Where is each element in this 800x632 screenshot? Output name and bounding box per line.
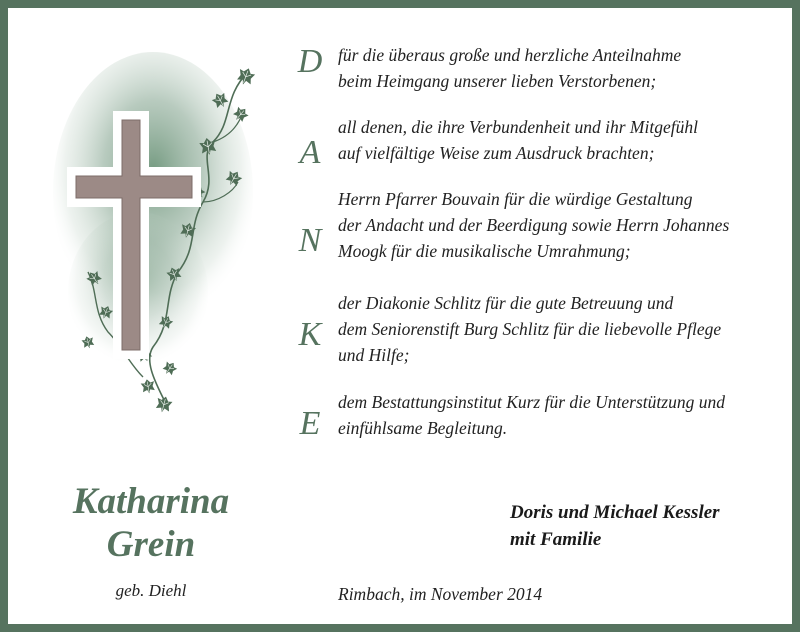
thanks-paragraph-4 [338, 290, 788, 368]
paragraph-line: der Diakonie Schlitz für die gute Betreuung und [338, 293, 674, 313]
paragraph-line: beim Heimgang unserer lieben Verstorbenen; [338, 71, 657, 91]
deceased-last-name: Grein [106, 524, 196, 565]
paragraph-line: einfühlsame Begleitung. [338, 418, 508, 438]
thanks-paragraph-3 [338, 186, 788, 264]
signature-line-1: Doris und Michael Kessler [510, 502, 720, 523]
paragraph-line: der Andacht und der Beerdigung sowie Herrn Johannes [338, 215, 730, 235]
acrostic-letter-a: A [299, 134, 321, 171]
paragraph-line: für die überaus große und herzliche Anteilnahme [338, 45, 682, 65]
cross-with-ivy-icon [48, 42, 270, 424]
paragraph-line: all denen, die ihre Verbundenheit und ihr Mitgefühl [338, 117, 698, 137]
signature-block [510, 499, 790, 553]
deceased-maiden-name: geb. Diehl [115, 581, 187, 600]
thanks-paragraph-1 [338, 42, 788, 94]
acrostic-letter-e: E [299, 405, 321, 442]
place-date: Rimbach, im November 2014 [338, 584, 543, 604]
paragraph-line: und Hilfe; [338, 345, 410, 365]
deceased-first-name: Katharina [72, 481, 230, 522]
acrostic-letter-n: N [298, 222, 322, 259]
paragraph-line: Moogk für die musikalische Umrahmung; [338, 241, 631, 261]
paragraph-line: Herrn Pfarrer Bouvain für die würdige Gestaltung [338, 189, 693, 209]
thanks-paragraph-5 [338, 389, 788, 441]
paragraph-line: auf vielfältige Weise zum Ausdruck brachten; [338, 143, 655, 163]
paragraph-line: dem Bestattungsinstitut Kurz für die Unterstützung und [338, 392, 725, 412]
acrostic-letter-k: K [298, 316, 322, 353]
signature-line-2: mit Familie [510, 529, 602, 550]
acrostic-letter-d: D [297, 43, 323, 80]
paragraph-line: dem Seniorenstift Burg Schlitz für die liebevolle Pflege [338, 319, 722, 339]
thanks-paragraph-2 [338, 114, 788, 166]
